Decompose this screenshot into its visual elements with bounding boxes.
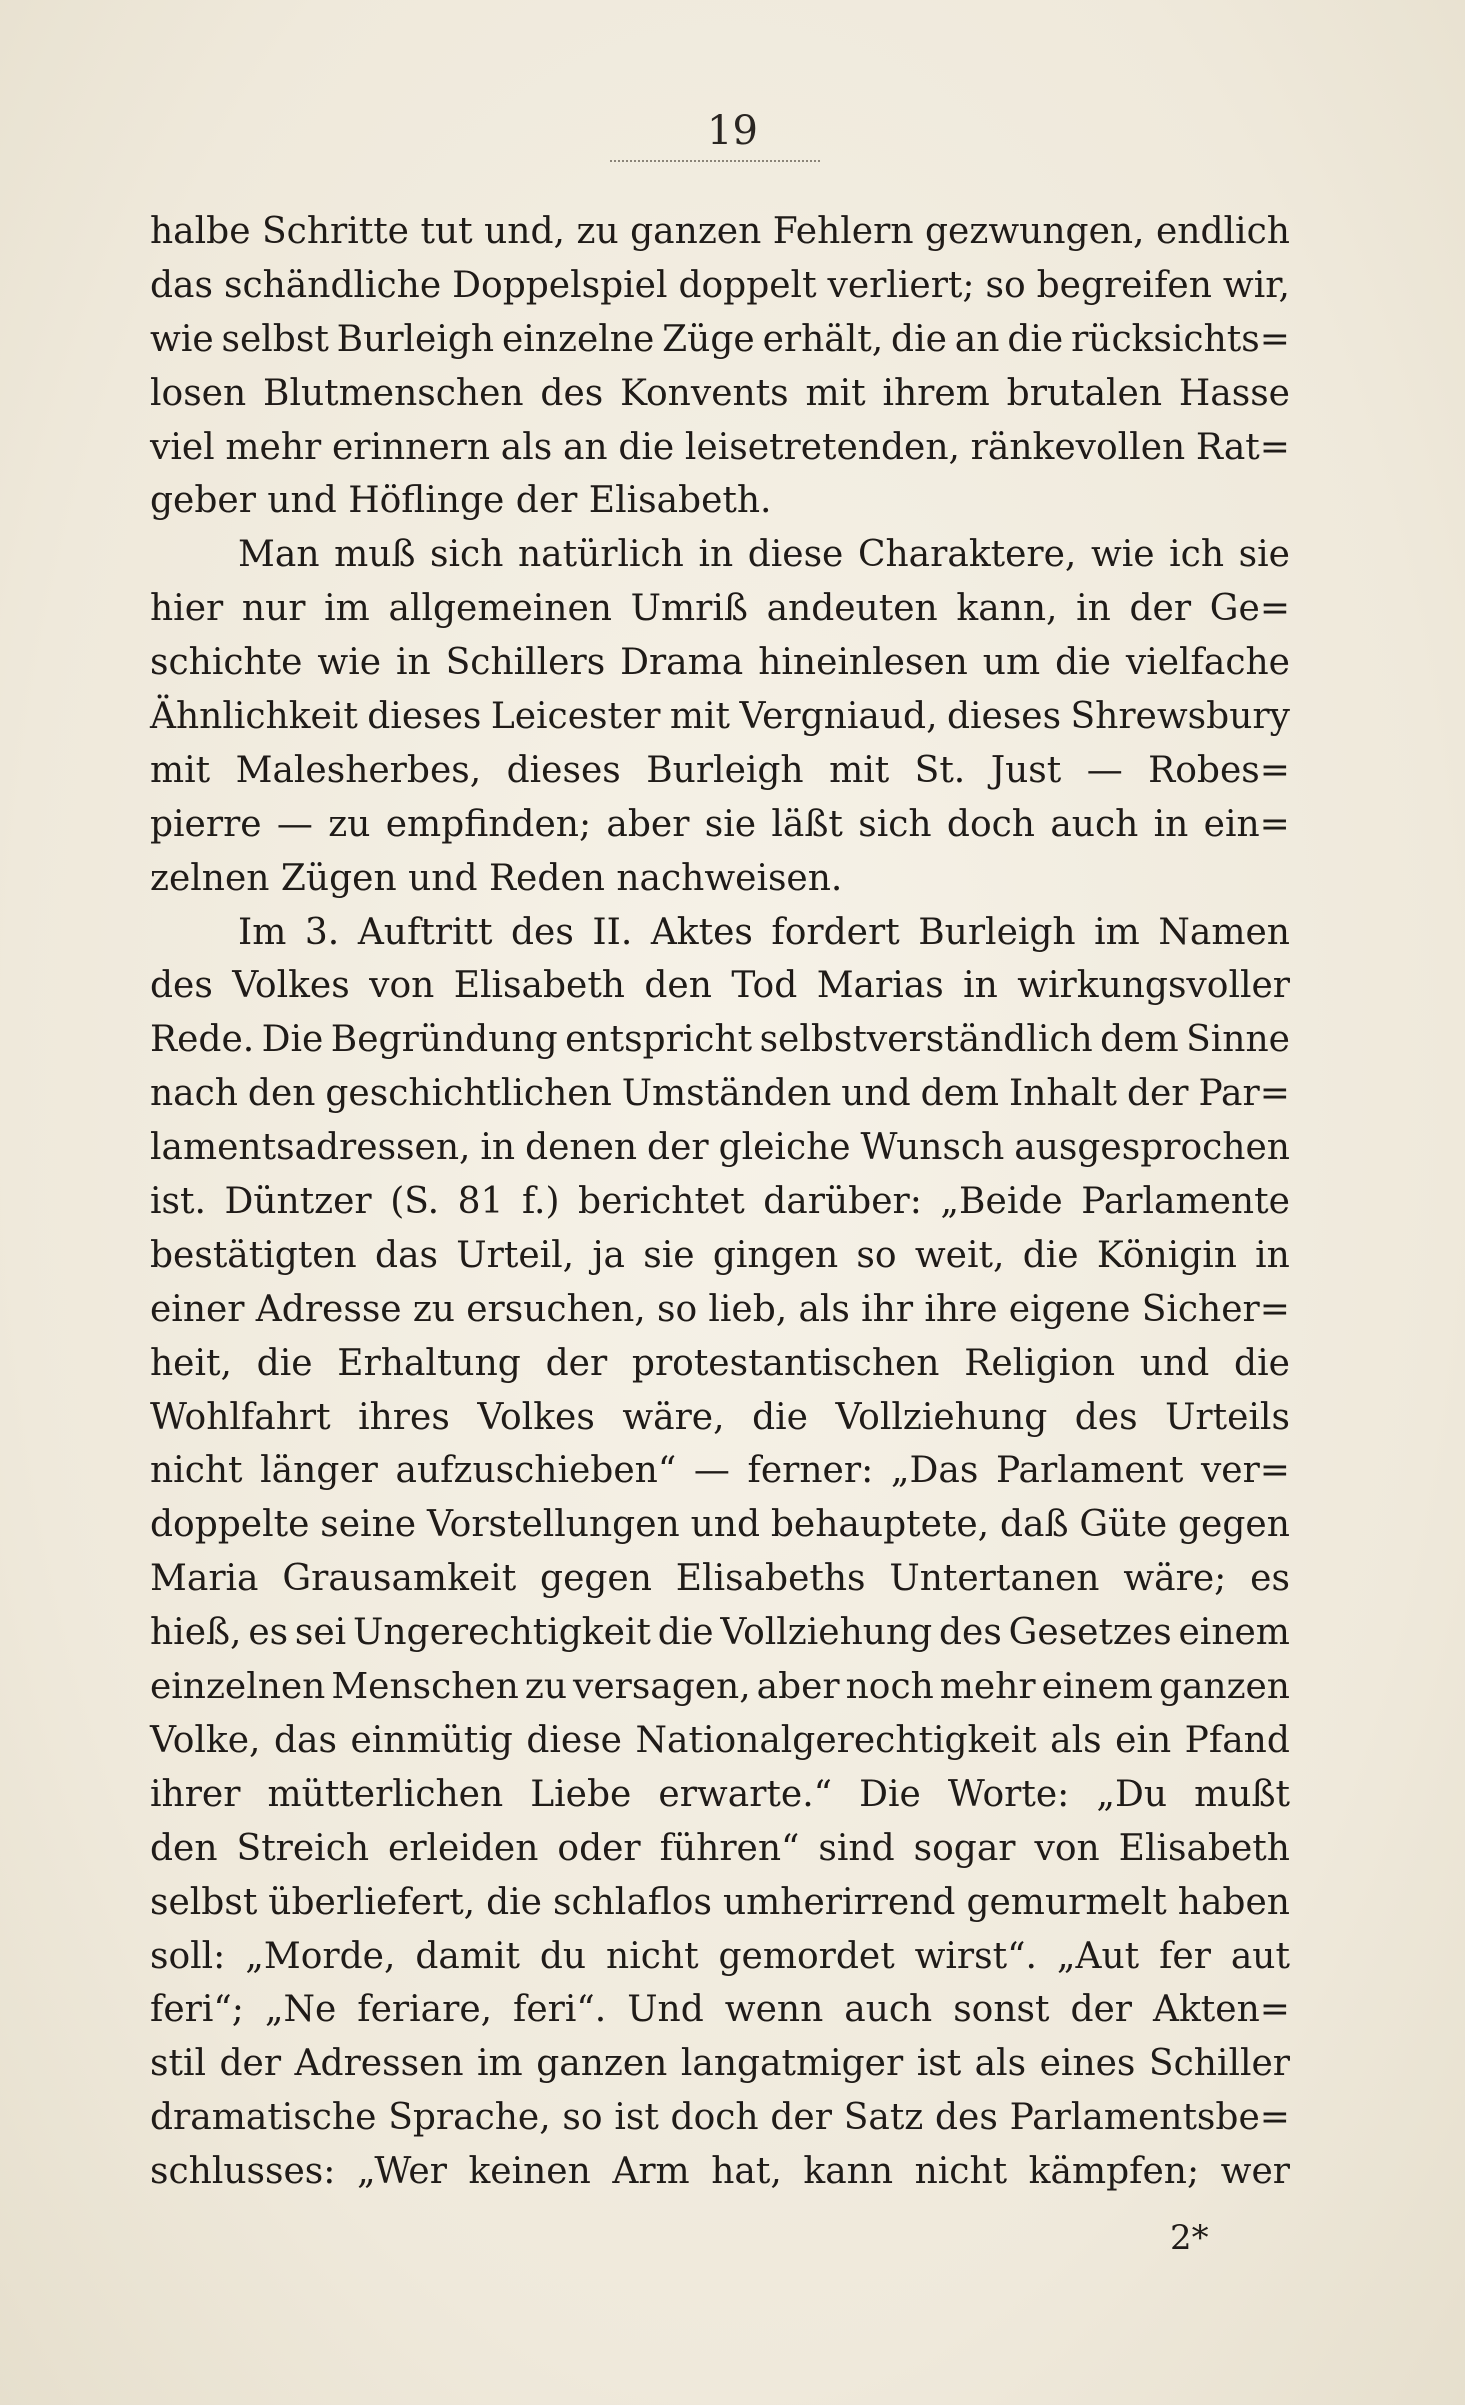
text-line: Maria Grausamkeit gegen Elisabeths Untertanen wäre; es <box>150 1558 1290 1600</box>
text-line: halbe Schritte tut und, zu ganzen Fehlern gezwungen, endlich <box>150 211 1290 252</box>
text-line: losen Blutmenschen des Konvents mit ihrem brutalen Hasse <box>150 372 1290 414</box>
text-line: Wohlfahrt ihres Volkes wäre, die Vollziehung des Urteils <box>150 1396 1290 1438</box>
text-line: wie selbst Burleigh einzelne Züge erhält, die an die rücksichts= <box>150 318 1290 360</box>
body-text <box>150 205 1290 2199</box>
text-line: nicht länger aufzuschieben“ — ferner: „Das Parlament ver= <box>150 1450 1290 1492</box>
text-line: bestätigten das Urteil, ja sie gingen so weit, die Königin in <box>150 1234 1290 1276</box>
text-line: den Streich erleiden oder führen“ sind sogar von Elisabeth <box>150 1827 1290 1869</box>
text-line: ist. Düntzer (S. 81 f.) berichtet darüber: „Beide Parlamente <box>150 1181 1290 1223</box>
text-line: mit Malesherbes, dieses Burleigh mit St. Just — Robes= <box>150 749 1290 791</box>
text-line: Volke, das einmütig diese Nationalgerechtigkeit als ein Pfand <box>150 1719 1290 1761</box>
text-line: geber und Höflinge der Elisabeth. <box>150 480 772 522</box>
text-line: schlusses: „Wer keinen Arm hat, kann nicht kämpfen; wer <box>150 2151 1290 2193</box>
signature-mark: 2* <box>1170 2218 1209 2258</box>
text-line: Ähnlichkeit dieses Leicester mit Vergniaud, dieses Shrewsbury <box>150 696 1290 738</box>
text-line: Im 3. Auftritt des II. Aktes fordert Burleigh im Namen <box>238 911 1290 953</box>
header-rule <box>610 160 820 162</box>
text-line: viel mehr erinnern als an die leisetretenden, ränkevollen Rat= <box>150 426 1290 468</box>
text-line: doppelte seine Vorstellungen und behauptete, daß Güte gegen <box>150 1504 1290 1546</box>
text-line: stil der Adressen im ganzen langatmiger ist als eines Schiller <box>150 2043 1290 2085</box>
text-line: pierre — zu empfinden; aber sie läßt sich doch auch in ein= <box>150 803 1290 845</box>
text-line: einzelnen Menschen zu versagen, aber noch mehr einem ganzen <box>150 1666 1290 1708</box>
text-line: soll: „Morde, damit du nicht gemordet wirst“. „Aut fer aut <box>150 1935 1290 1977</box>
page-number: 19 <box>707 108 758 154</box>
text-line: ihrer mütterlichen Liebe erwarte.“ Die Worte: „Du mußt <box>150 1773 1290 1815</box>
text-line: selbst überliefert, die schlaflos umherirrend gemurmelt haben <box>150 1881 1290 1923</box>
text-line: hier nur im allgemeinen Umriß andeuten kann, in der Ge= <box>150 588 1290 630</box>
text-line: nach den geschichtlichen Umständen und dem Inhalt der Par= <box>150 1073 1290 1115</box>
text-line: des Volkes von Elisabeth den Tod Marias in wirkungsvoller <box>150 965 1290 1007</box>
text-line: hieß, es sei Ungerechtigkeit die Vollziehung des Gesetzes einem <box>150 1612 1290 1654</box>
text-line: heit, die Erhaltung der protestantischen Religion und die <box>150 1342 1290 1384</box>
text-line: schichte wie in Schillers Drama hineinlesen um die vielfache <box>150 642 1290 684</box>
text-line: feri“; „Ne feriare, feri“. Und wenn auch sonst der Akten= <box>150 1989 1290 2031</box>
text-line: zelnen Zügen und Reden nachweisen. <box>150 857 843 899</box>
text-line: lamentsadressen, in denen der gleiche Wunsch ausgesprochen <box>150 1127 1290 1169</box>
text-line: das schändliche Doppelspiel doppelt verliert; so begreifen wir, <box>150 264 1290 306</box>
text-line: Rede. Die Begründung entspricht selbstverständlich dem Sinne <box>150 1019 1290 1061</box>
text-line: dramatische Sprache, so ist doch der Satz des Parlamentsbe= <box>150 2097 1290 2139</box>
text-line: Man muß sich natürlich in diese Charaktere, wie ich sie <box>238 534 1290 576</box>
text-line: einer Adresse zu ersuchen, so lieb, als ihr ihre eigene Sicher= <box>150 1288 1290 1330</box>
